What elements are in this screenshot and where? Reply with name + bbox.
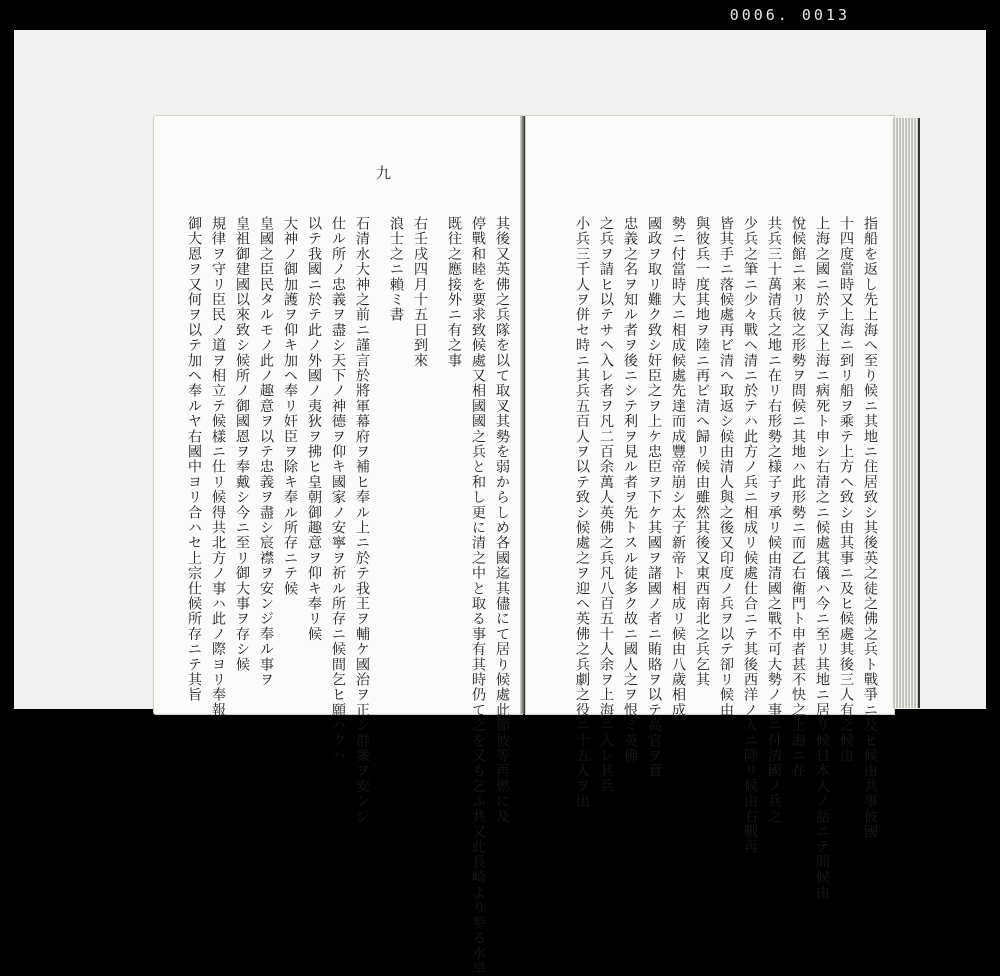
text-column: 規律ヲ守リ臣民ノ道ヲ相立テ候樣ニ仕リ候得共北方ノ事ハ此ノ際ヨリ奉報	[210, 216, 226, 718]
frame-number: 0006. 0013	[729, 6, 850, 24]
text-column: 皆其手ニ落候處再ビ清ヘ取返シ候由清人與之後又印度ノ兵ヲ以テ卻リ候由	[718, 216, 734, 718]
text-column: 指船を返し先上海へ至り候ニ其地ニ住居致シ其後英之徒之佛之兵ト戰爭ニ及ヒ候由共事彼國	[862, 216, 878, 840]
text-column: 仕ル所ノ忠義ヲ盡シ天下ノ神德ヲ仰キ國家ノ安寧ヲ祈ル所存ニ候間乞ヒ願ハクハ	[330, 216, 346, 764]
open-book	[154, 116, 919, 976]
left-page-text	[154, 116, 522, 976]
left-page	[154, 116, 522, 976]
text-column: 上海之國ニ於テ又上海ニ病死ト申シ右清之ニ候處其儀ハ今ニ至リ其地ニ居リ候日本人ノ話ニテ聞候由	[814, 216, 830, 900]
text-column: 御大恩ヲ又何ヲ以テ加ヘ奉ルヤ右國中ヨリ合ハセ上宗仕候所存ニテ其旨	[186, 216, 202, 703]
text-column: 與彼兵一度其地ヲ陸ニ再ビ清ヘ歸リ候由雖然其後又東西南北之兵乞其	[694, 216, 710, 688]
text-column: 小兵三千人ヲ併セ時ニ其兵五百人ヲ以テ致シ候處之ヲ迎ヘ英佛之兵劇之役ニ十五人ヲ出	[574, 216, 590, 809]
text-column: 以テ我國ニ於テ此ノ外國ノ夷狄ヲ拂ヒ皇朝御趣意ヲ仰キ奉リ候	[306, 216, 322, 642]
page-edges	[892, 118, 920, 708]
text-column: 勢ニ付當時大ニ相成候處先達而成豐帝崩シ太子新帝ト相成リ候由八歲相成	[670, 216, 686, 718]
text-column: 浪士之ニ賴ミ書	[388, 216, 404, 323]
text-column: 停戰和睦を要求致候處又相國國之兵と和し更に清之中と取る事有其時仍て之を又も乞ふ共又此長崎より参る水旱	[470, 216, 486, 976]
text-column: 石清水大神之前ニ謹言於將軍幕府ヲ補ヒ奉ル上ニ於テ我王ヲ輔ケ國治ヲ正シ群衆ヲ安ンジ	[354, 216, 370, 825]
text-column: 大神ノ御加護ヲ仰キ加ヘ奉リ奸臣ヲ除キ奉ル所存ニテ候	[282, 216, 298, 596]
text-column: 國政ヲ取リ難ク致シ奸臣之ヲ上ケ忠臣ヲ下ケ其國ヲ諸國ノ者ニ賄賂ヲ以テ高官ヲ賣	[646, 216, 662, 779]
text-column: 之兵ヲ請ヒ以テサヘ入レ者ヲ凡二百余萬人英佛之兵凡八百五十人余ヲ上海ニ入レ其兵	[598, 216, 614, 794]
text-column: 悅候館ニ来リ彼之形勢ヲ問候ニ其地ハ此形勢ニ而乙右衛門ト申者甚不快之上海ニ在	[790, 216, 806, 779]
page-number: 九	[376, 164, 392, 182]
right-page-text	[526, 116, 894, 900]
text-column: 忠義之名ヲ知ル者ヲ後ニシテ利ヲ見ル者ヲ先トスル徒多ク故ニ國人之ヲ恨ミ英佛	[622, 216, 638, 764]
text-column: 皇祖御建國以來致シ候所ノ御國恩ヲ奉戴シ今ニ至リ御大事ヲ存シ候	[234, 216, 250, 672]
text-column: 十四度當時又上海ニ到リ船ヲ乘テ上方ヘ致シ由其事ニ及ヒ候處其後三人有之候由	[838, 216, 854, 764]
text-column: 右壬戌四月十五日到來	[412, 216, 428, 368]
text-column: 少兵之筆ニ少々戰ヘ清ニ於テハ此方ノ兵ニ相成リ候處仕合ニテ其後西洋ノ人ニ降リ候由右戰再	[742, 216, 758, 855]
text-column: 共兵三十萬清兵之地ニ在リ右形勢之様子ヲ承リ候由清國之戰不可大勢ノ事ニ付清國ノ兵之	[766, 216, 782, 824]
text-column: 其後又英佛之兵隊を以て取叉其勢を弱からしめ各國迄其儘にて居り候處此節彼等再燃に及	[494, 216, 510, 824]
text-column: 既往之應接外ニ有之事	[446, 216, 462, 368]
text-column: 皇國之臣民タルモノ此ノ趣意ヲ以テ忠義ヲ盡シ宸襟ヲ安ンジ奉ル事ヲ	[258, 216, 274, 688]
microfilm-frame	[14, 30, 986, 976]
